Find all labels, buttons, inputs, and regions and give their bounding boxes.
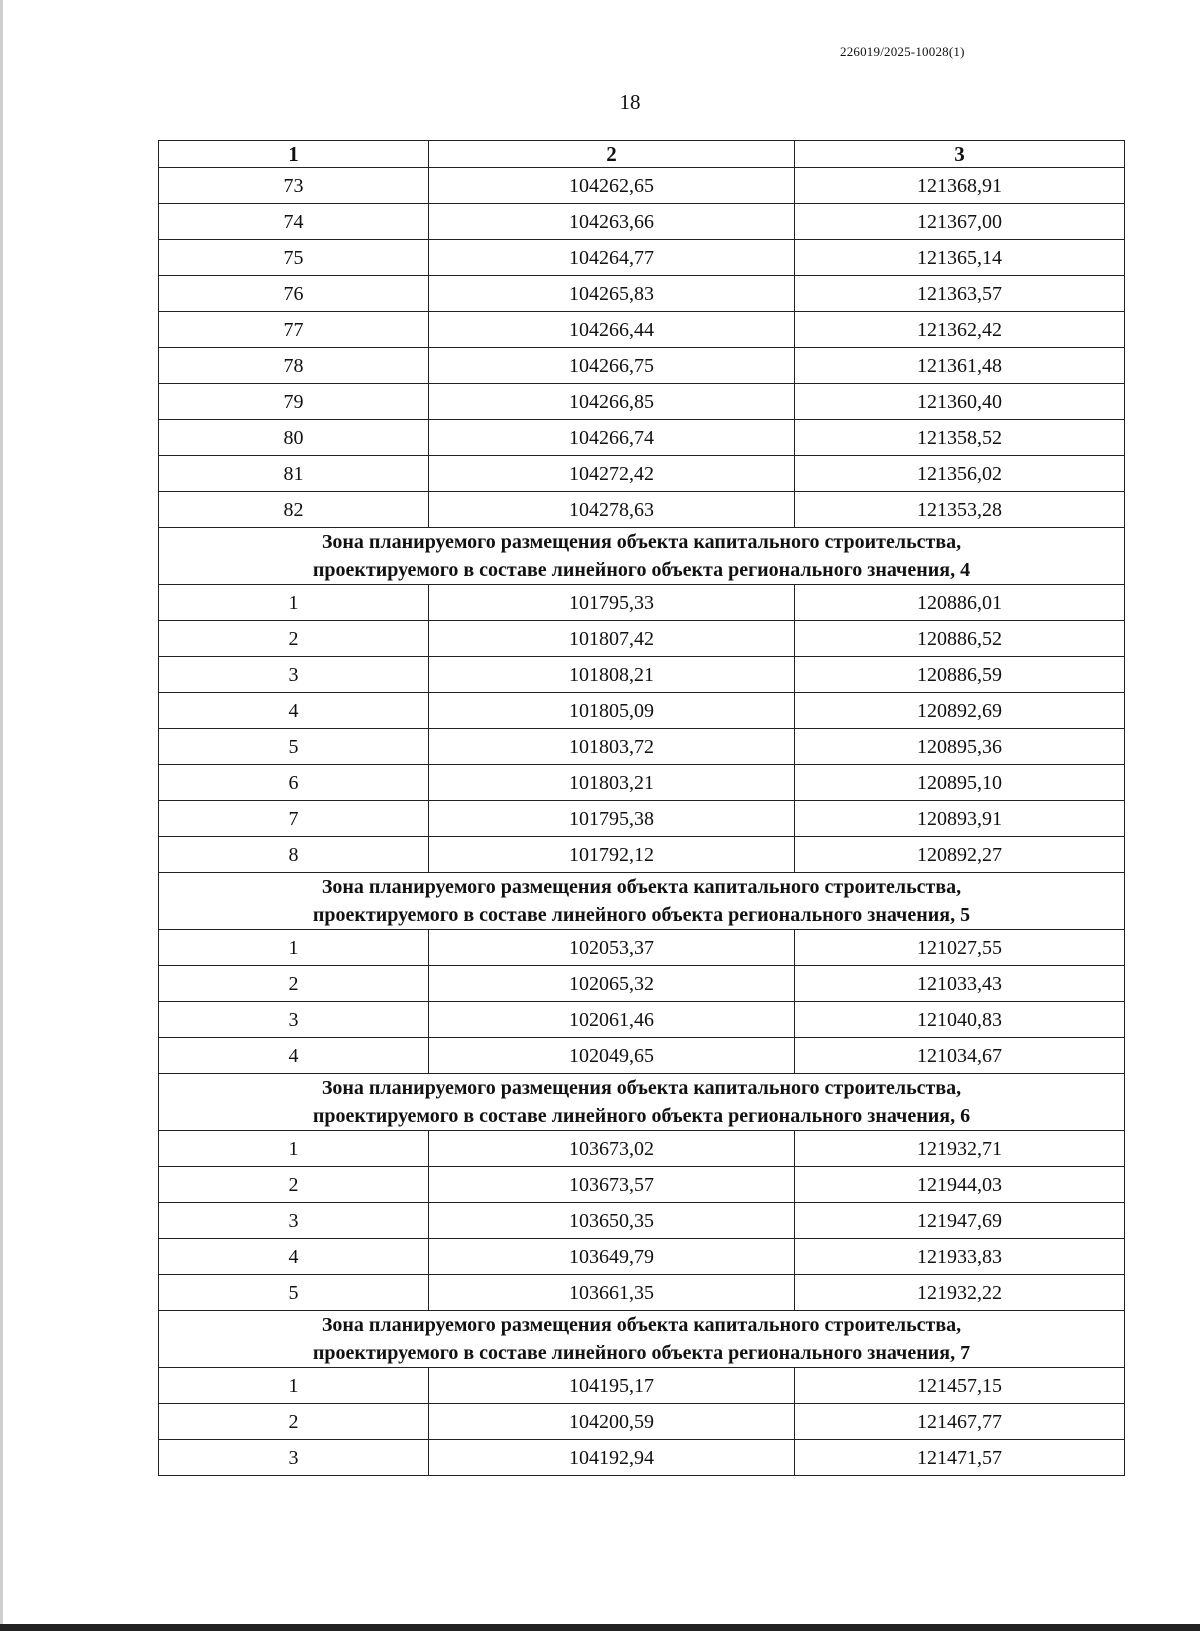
table-row <box>159 204 1125 240</box>
point-number-cell: 2 <box>159 966 429 1002</box>
zone-heading-row <box>159 1311 1125 1368</box>
y-coordinate-cell: 121932,71 <box>795 1131 1125 1167</box>
y-coordinate-cell: 120886,59 <box>795 657 1125 693</box>
zone-heading-row <box>159 528 1125 585</box>
table-row <box>159 657 1125 693</box>
point-number-cell: 82 <box>159 492 429 528</box>
x-coordinate-cell: 104266,74 <box>429 420 795 456</box>
x-coordinate-cell: 104263,66 <box>429 204 795 240</box>
y-coordinate-cell: 121932,22 <box>795 1275 1125 1311</box>
table-row <box>159 1368 1125 1404</box>
x-coordinate-cell: 103661,35 <box>429 1275 795 1311</box>
x-coordinate-cell: 101792,12 <box>429 837 795 873</box>
point-number-cell: 4 <box>159 1239 429 1275</box>
x-coordinate-cell: 104262,65 <box>429 168 795 204</box>
point-number-cell: 1 <box>159 1368 429 1404</box>
y-coordinate-cell: 120892,27 <box>795 837 1125 873</box>
document-number: 226019/2025-10028(1) <box>840 44 965 59</box>
table-body <box>159 168 1125 1476</box>
table-row <box>159 348 1125 384</box>
x-coordinate-cell: 101795,33 <box>429 585 795 621</box>
y-coordinate-cell: 121471,57 <box>795 1440 1125 1476</box>
y-coordinate-cell: 120893,91 <box>795 801 1125 837</box>
x-coordinate-cell: 101807,42 <box>429 621 795 657</box>
y-coordinate-cell: 120886,52 <box>795 621 1125 657</box>
table-row <box>159 621 1125 657</box>
y-coordinate-cell: 121360,40 <box>795 384 1125 420</box>
point-number-cell: 5 <box>159 1275 429 1311</box>
zone-heading-line: проектируемого в составе линейного объекта регионального значения, 4 <box>312 559 971 581</box>
zone-heading-line: проектируемого в составе линейного объекта регионального значения, 6 <box>312 1105 971 1127</box>
x-coordinate-cell: 102061,46 <box>429 1002 795 1038</box>
column-header: 2 <box>429 141 795 168</box>
zone-heading <box>159 1311 1125 1368</box>
table-row <box>159 837 1125 873</box>
point-number-cell: 8 <box>159 837 429 873</box>
y-coordinate-cell: 120892,69 <box>795 693 1125 729</box>
zone-heading-line: Зона планируемого размещения объекта капитального строительства, <box>321 531 962 553</box>
y-coordinate-cell: 121365,14 <box>795 240 1125 276</box>
y-coordinate-cell: 121033,43 <box>795 966 1125 1002</box>
point-number-cell: 78 <box>159 348 429 384</box>
point-number-cell: 2 <box>159 1167 429 1203</box>
y-coordinate-cell: 121944,03 <box>795 1167 1125 1203</box>
coordinates-table <box>158 140 1125 1476</box>
table-row <box>159 801 1125 837</box>
zone-heading-line: Зона планируемого размещения объекта капитального строительства, <box>321 1077 962 1099</box>
y-coordinate-cell: 120886,01 <box>795 585 1125 621</box>
y-coordinate-cell: 121467,77 <box>795 1404 1125 1440</box>
table-row <box>159 1131 1125 1167</box>
y-coordinate-cell: 121363,57 <box>795 276 1125 312</box>
table-row <box>159 693 1125 729</box>
point-number-cell: 2 <box>159 621 429 657</box>
x-coordinate-cell: 103673,57 <box>429 1167 795 1203</box>
x-coordinate-cell: 104272,42 <box>429 456 795 492</box>
zone-heading-line: проектируемого в составе линейного объекта регионального значения, 7 <box>312 1342 971 1364</box>
point-number-cell: 80 <box>159 420 429 456</box>
x-coordinate-cell: 101808,21 <box>429 657 795 693</box>
x-coordinate-cell: 104266,44 <box>429 312 795 348</box>
point-number-cell: 2 <box>159 1404 429 1440</box>
x-coordinate-cell: 104264,77 <box>429 240 795 276</box>
table-row <box>159 312 1125 348</box>
x-coordinate-cell: 102053,37 <box>429 930 795 966</box>
x-coordinate-cell: 101803,72 <box>429 729 795 765</box>
point-number-cell: 5 <box>159 729 429 765</box>
point-number-cell: 1 <box>159 585 429 621</box>
x-coordinate-cell: 101803,21 <box>429 765 795 801</box>
table-row <box>159 276 1125 312</box>
point-number-cell: 3 <box>159 1203 429 1239</box>
y-coordinate-cell: 121027,55 <box>795 930 1125 966</box>
y-coordinate-cell: 121457,15 <box>795 1368 1125 1404</box>
point-number-cell: 7 <box>159 801 429 837</box>
y-coordinate-cell: 121356,02 <box>795 456 1125 492</box>
table-row <box>159 1239 1125 1275</box>
x-coordinate-cell: 104200,59 <box>429 1404 795 1440</box>
table-row <box>159 765 1125 801</box>
page-number: 18 <box>619 90 641 114</box>
table-row <box>159 729 1125 765</box>
x-coordinate-cell: 104265,83 <box>429 276 795 312</box>
x-coordinate-cell: 103649,79 <box>429 1239 795 1275</box>
y-coordinate-cell: 121947,69 <box>795 1203 1125 1239</box>
scan-bottom-edge <box>0 1624 1200 1631</box>
point-number-cell: 4 <box>159 693 429 729</box>
point-number-cell: 74 <box>159 204 429 240</box>
scan-left-edge <box>0 0 3 1631</box>
point-number-cell: 3 <box>159 657 429 693</box>
point-number-cell: 81 <box>159 456 429 492</box>
table-row <box>159 168 1125 204</box>
zone-heading <box>159 1074 1125 1131</box>
table-row <box>159 1002 1125 1038</box>
y-coordinate-cell: 121362,42 <box>795 312 1125 348</box>
y-coordinate-cell: 120895,10 <box>795 765 1125 801</box>
table-header-row <box>159 141 1125 168</box>
x-coordinate-cell: 104195,17 <box>429 1368 795 1404</box>
y-coordinate-cell: 121933,83 <box>795 1239 1125 1275</box>
point-number-cell: 77 <box>159 312 429 348</box>
table-row <box>159 1167 1125 1203</box>
zone-heading-line: Зона планируемого размещения объекта капитального строительства, <box>321 876 962 898</box>
y-coordinate-cell: 121358,52 <box>795 420 1125 456</box>
table-row <box>159 1038 1125 1074</box>
table-row <box>159 1404 1125 1440</box>
y-coordinate-cell: 121367,00 <box>795 204 1125 240</box>
y-coordinate-cell: 121034,67 <box>795 1038 1125 1074</box>
x-coordinate-cell: 102049,65 <box>429 1038 795 1074</box>
point-number-cell: 3 <box>159 1440 429 1476</box>
table-row <box>159 1275 1125 1311</box>
point-number-cell: 73 <box>159 168 429 204</box>
table-row <box>159 1440 1125 1476</box>
table-row <box>159 930 1125 966</box>
table-row <box>159 585 1125 621</box>
table-row <box>159 1203 1125 1239</box>
y-coordinate-cell: 121040,83 <box>795 1002 1125 1038</box>
y-coordinate-cell: 120895,36 <box>795 729 1125 765</box>
y-coordinate-cell: 121361,48 <box>795 348 1125 384</box>
x-coordinate-cell: 104278,63 <box>429 492 795 528</box>
point-number-cell: 3 <box>159 1002 429 1038</box>
zone-heading-row <box>159 1074 1125 1131</box>
point-number-cell: 6 <box>159 765 429 801</box>
point-number-cell: 76 <box>159 276 429 312</box>
point-number-cell: 1 <box>159 1131 429 1167</box>
point-number-cell: 4 <box>159 1038 429 1074</box>
column-header: 1 <box>159 141 429 168</box>
table-row <box>159 966 1125 1002</box>
point-number-cell: 1 <box>159 930 429 966</box>
table-row <box>159 456 1125 492</box>
x-coordinate-cell: 101805,09 <box>429 693 795 729</box>
x-coordinate-cell: 104266,75 <box>429 348 795 384</box>
column-header: 3 <box>795 141 1125 168</box>
table-row <box>159 492 1125 528</box>
y-coordinate-cell: 121353,28 <box>795 492 1125 528</box>
table-row <box>159 240 1125 276</box>
table-row <box>159 384 1125 420</box>
x-coordinate-cell: 102065,32 <box>429 966 795 1002</box>
x-coordinate-cell: 101795,38 <box>429 801 795 837</box>
zone-heading-line: проектируемого в составе линейного объекта регионального значения, 5 <box>312 904 971 926</box>
x-coordinate-cell: 104266,85 <box>429 384 795 420</box>
zone-heading-row <box>159 873 1125 930</box>
table-row <box>159 420 1125 456</box>
y-coordinate-cell: 121368,91 <box>795 168 1125 204</box>
zone-heading-line: Зона планируемого размещения объекта капитального строительства, <box>321 1314 962 1336</box>
zone-heading <box>159 528 1125 585</box>
zone-heading <box>159 873 1125 930</box>
x-coordinate-cell: 103673,02 <box>429 1131 795 1167</box>
point-number-cell: 79 <box>159 384 429 420</box>
x-coordinate-cell: 104192,94 <box>429 1440 795 1476</box>
x-coordinate-cell: 103650,35 <box>429 1203 795 1239</box>
point-number-cell: 75 <box>159 240 429 276</box>
